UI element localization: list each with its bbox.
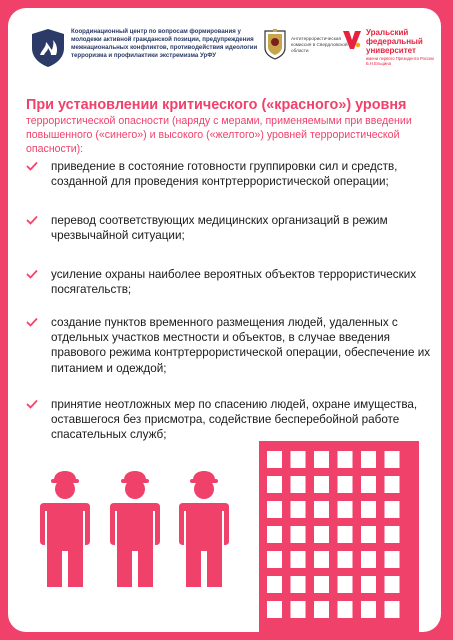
university-name: Уральский федеральный университет [366,28,423,55]
building-window [291,526,306,543]
building-window [267,526,282,543]
building-window [361,551,376,568]
guard-figure-icon [110,471,160,587]
commission-text: Антитеррористическая комиссия в Свердловской области [291,36,348,53]
building-window [314,551,329,568]
building-window [291,451,306,468]
building-window [338,601,353,618]
building-window [314,451,329,468]
list-item-text: создание пунктов временного размещения людей, удаленных с отдельных участков местности и объектов, в случае введения правового режима контртеррористической операции, обеспечение их питанием и одеждой; [51,316,431,375]
building-window [291,551,306,568]
building-window [267,451,282,468]
building-window [291,601,306,618]
building-window [385,576,400,593]
building-window [291,476,306,493]
building-window [267,501,282,518]
building-window [338,551,353,568]
building-grid-icon [259,441,419,632]
poster-card [8,8,441,632]
building-window [385,526,400,543]
list-item-text: перевод соответствующих медицинских организаций в режим чрезвычайной ситуации; [51,214,388,243]
building-window [338,451,353,468]
list-item-text: усиление охраны наиболее вероятных объектов террористических посягательств; [51,268,417,297]
building-window [314,526,329,543]
building-window [314,476,329,493]
building-window [361,576,376,593]
building-window [267,576,282,593]
building-window [361,501,376,518]
building-window [338,501,353,518]
building-window [314,601,329,618]
list-item-text: приведение в состояние готовности группировки сил и средств, созданной для проведения контртеррористической операции; [51,160,398,189]
building-window [338,526,353,543]
page-subtitle: террористической опасности (наряду с мерами, применяемыми при введении повышенного («синего») и высокого («желтого») уровней террористической опасности): [26,115,412,155]
building-window [338,476,353,493]
list-item-text: принятие неотложных мер по спасению людей, охране имущества, оставшегося без присмотра, содействие бесперебойной работе спасательных служб; [51,398,418,442]
building-window [361,476,376,493]
building-window [267,551,282,568]
org-description: Координационный центр по вопросам формирования у молодежи активной гражданской позиции, предупреждения межнациональных конфликтов, противодействия идеологии терроризма и профилактики экстремизма УрФУ [71,28,258,59]
university-subtitle: имени первого Президента России Б.Н.Ельцина [366,56,434,66]
building-window [385,551,400,568]
building-window [361,526,376,543]
building-window [385,476,400,493]
building-window [314,576,329,593]
building-window [291,576,306,593]
building-window [361,601,376,618]
page-title: При установлении критического («красного») уровня [26,97,407,113]
building-window [314,501,329,518]
building-window [385,501,400,518]
building-window [267,601,282,618]
building-window [291,501,306,518]
building-window [361,451,376,468]
building-window [267,476,282,493]
illustration [8,8,441,632]
building-window [338,576,353,593]
guard-figure-icon [179,471,229,587]
building-window [385,601,400,618]
guard-figure-icon [40,471,90,587]
building-window [385,451,400,468]
